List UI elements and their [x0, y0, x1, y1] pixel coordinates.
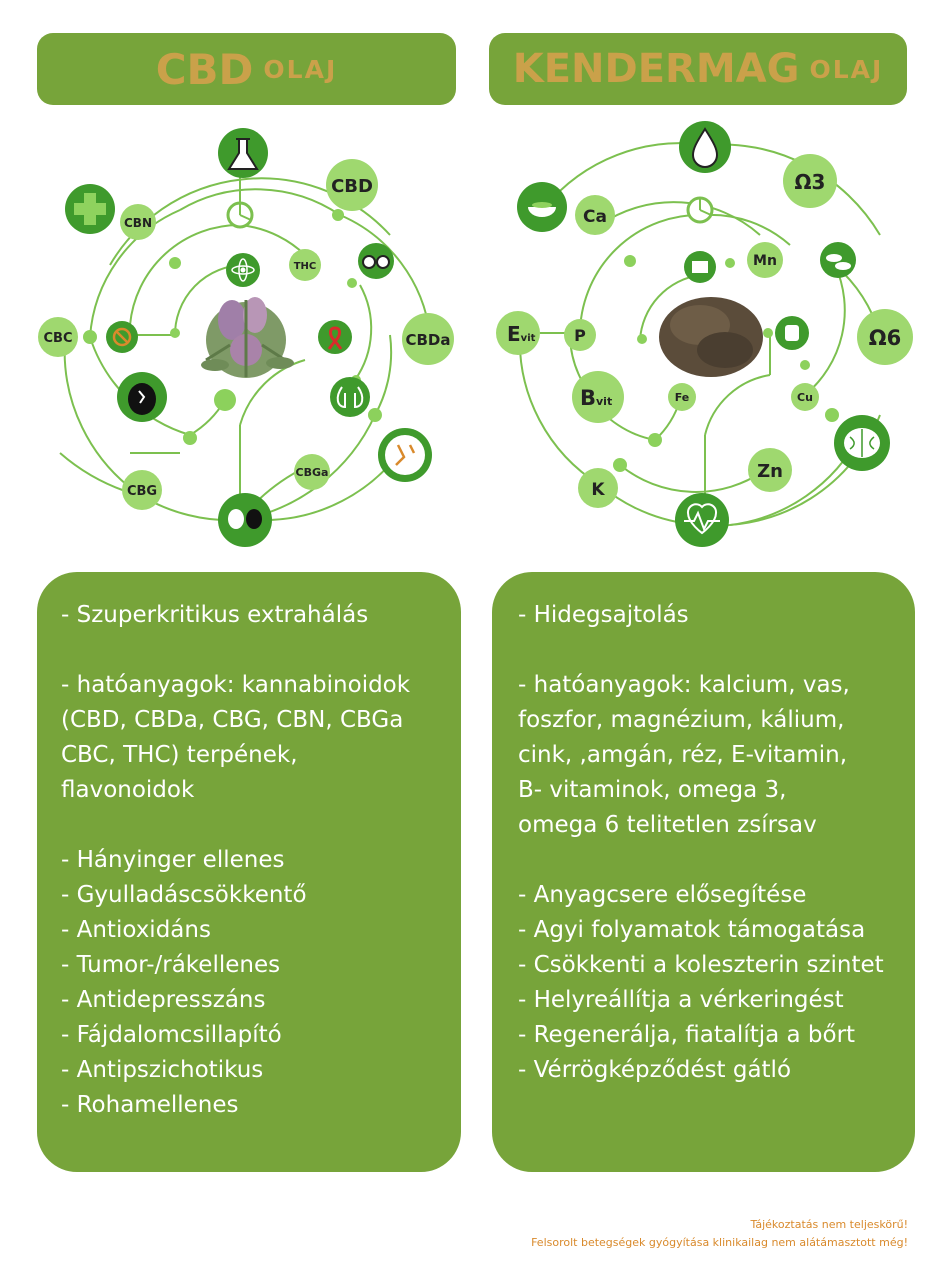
diagrams [0, 115, 952, 555]
cbd-oil-header [37, 33, 456, 105]
omega6-node [857, 309, 913, 365]
pain-icon [378, 428, 432, 482]
mn-node [747, 242, 783, 278]
pie-icon [228, 203, 252, 227]
benefit-item: - Gyulladáscsökkentő [61, 882, 307, 908]
benefit-item: - Anyagcsere elősegítése [518, 882, 807, 908]
ribbon-icon [318, 320, 352, 354]
oil-drop-icon [679, 121, 731, 173]
hempseed-title-suffix: OLAJ [809, 54, 884, 84]
pie-icon [688, 198, 712, 222]
benefit-item: - Hányinger ellenes [61, 847, 285, 873]
pills-icon [820, 242, 856, 278]
cbd-title: CBD [155, 44, 254, 94]
ingredients-line-1: - hatóanyagok: kannabinoidok [61, 672, 411, 698]
svg-text:CBC: CBC [43, 331, 73, 346]
svg-text:THC: THC [293, 261, 317, 272]
svg-text:CBGa: CBGa [295, 466, 329, 479]
ingredients-line-1: - hatóanyagok: kalcium, vas, [518, 672, 850, 698]
cbga-node [294, 454, 330, 490]
lungs-icon [330, 377, 370, 417]
svg-text:Ca: Ca [583, 207, 607, 227]
svg-text:Evit: Evit [507, 322, 536, 346]
hempseed-info-panel [492, 572, 915, 1172]
benefit-item: - Tumor-/rákellenes [61, 952, 281, 978]
disclaimer-line-2: Felsorolt betegségek gyógyítása klinikailag nem alátámasztott még! [531, 1236, 908, 1249]
svg-text:CBD: CBD [331, 176, 373, 197]
hempseed-oil-header [489, 33, 907, 105]
glasses-icon [358, 243, 394, 279]
zn-node [748, 448, 792, 492]
cbd-info-panel [37, 572, 461, 1172]
benefit-item: - Antipszichotikus [61, 1057, 264, 1083]
cbc-node [38, 317, 78, 357]
svg-text:Bvit: Bvit [580, 386, 613, 410]
benefit-item: - Regenerálja, fiatalítja a bőrt [518, 1022, 856, 1048]
box-icon [684, 251, 716, 283]
disclaimer-line-1: Tájékoztatás nem teljeskörű! [750, 1218, 908, 1231]
benefit-item: - Rohamellenes [61, 1092, 239, 1118]
medical-cross-icon [65, 184, 115, 234]
thc-node [289, 249, 321, 281]
svg-text:K: K [591, 480, 605, 500]
svg-text:CBN: CBN [124, 216, 152, 230]
bowl-icon [517, 182, 567, 232]
head-icon [117, 372, 167, 422]
cannabis-plant-icon [201, 297, 294, 378]
omega3-node [783, 154, 837, 208]
extraction-text: - Hidegsajtolás [518, 602, 689, 628]
brain-icon [834, 415, 890, 471]
benefit-item: - Helyreállítja a vérkeringést [518, 987, 844, 1013]
ingredients-line-2: foszfor, magnézium, kálium, [518, 707, 845, 733]
benefit-item: - Agyi folyamatok támogatása [518, 917, 866, 943]
atom-icon [226, 253, 260, 287]
cbn-node [120, 204, 156, 240]
fe-node [668, 383, 696, 411]
evit-node [496, 311, 540, 355]
benefit-item: - Vérrögképződést gátló [518, 1057, 792, 1083]
benefit-item: - Csökkenti a koleszterin szintet [518, 952, 884, 978]
p-node [564, 319, 596, 351]
theater-masks-icon [218, 493, 272, 547]
cbg-node [122, 470, 162, 510]
svg-text:Mn: Mn [753, 253, 777, 269]
hand-icon [775, 316, 809, 350]
hemp-seeds-icon [659, 297, 763, 377]
no-sign-icon [106, 321, 138, 353]
k-node [578, 468, 618, 508]
ingredients-line-4: B- vitaminok, omega 3, [518, 777, 787, 803]
svg-text:Ω3: Ω3 [794, 170, 826, 194]
ca-node [575, 195, 615, 235]
extraction-text: - Szuperkritikus extrahálás [61, 602, 369, 628]
hempseed-title: KENDERMAG [512, 46, 800, 92]
svg-text:Fe: Fe [674, 391, 690, 404]
ingredients-line-2: (CBD, CBDa, CBG, CBN, CBGa [61, 707, 404, 733]
svg-text:P: P [574, 326, 586, 345]
cbd-node [326, 159, 378, 211]
ingredients-line-4: flavonoidok [61, 777, 195, 803]
cbd-title-suffix: OLAJ [263, 54, 338, 84]
svg-text:CBG: CBG [126, 484, 158, 499]
svg-text:Cu: Cu [797, 391, 813, 404]
svg-text:CBDa: CBDa [405, 331, 451, 349]
ingredients-line-3: CBC, THC) terpének, [61, 742, 298, 768]
benefit-item: - Antioxidáns [61, 917, 211, 943]
benefit-item: - Fájdalomcsillapító [61, 1022, 282, 1048]
ingredients-line-3: cink, ,amgán, réz, E-vitamin, [518, 742, 848, 768]
benefit-item: - Antidepresszáns [61, 987, 266, 1013]
heartbeat-icon [675, 493, 729, 547]
cbda-node [402, 313, 454, 365]
lab-flask-icon [218, 128, 268, 178]
svg-text:Zn: Zn [757, 461, 783, 482]
bvit-node [572, 371, 624, 423]
svg-text:Ω6: Ω6 [868, 326, 902, 350]
cu-node [791, 383, 819, 411]
ingredients-line-5: omega 6 telitetlen zsírsav [518, 812, 817, 838]
